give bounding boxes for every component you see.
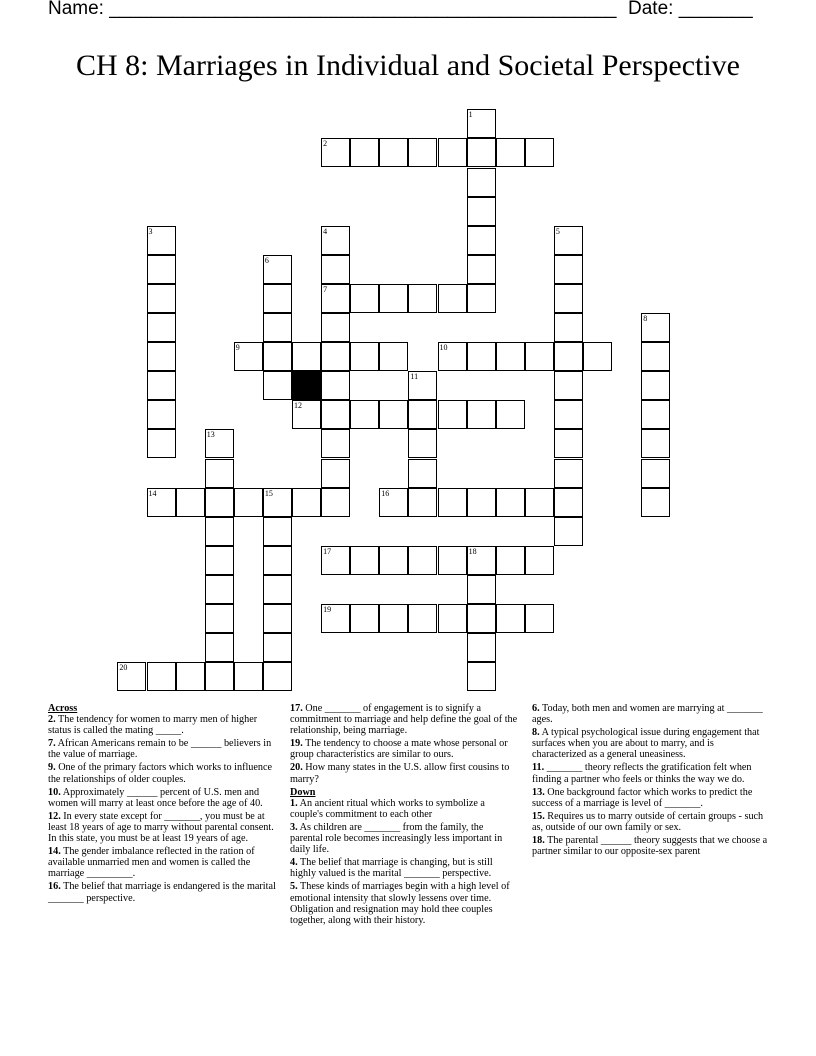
clue-text: Approximately ______ percent of U.S. men and women will marry at least once before the age of 40. [48, 786, 263, 809]
clue-item [290, 762, 518, 784]
crossword-cell[interactable] [525, 604, 554, 633]
crossword-cell[interactable] [263, 342, 292, 371]
crossword-cell[interactable] [176, 662, 205, 691]
clue-item [48, 846, 280, 879]
crossword-cell[interactable] [379, 138, 408, 167]
crossword-cell[interactable] [147, 313, 176, 342]
clue-item [532, 762, 768, 784]
crossword-cell[interactable] [554, 517, 583, 546]
crossword-cell[interactable] [554, 459, 583, 488]
clue-number: 15. [532, 810, 545, 822]
crossword-cell[interactable] [554, 284, 583, 313]
crossword-cell[interactable] [641, 371, 670, 400]
crossword-cell[interactable] [641, 342, 670, 371]
crossword-cell[interactable] [321, 284, 350, 313]
down-heading: Down [290, 786, 316, 798]
crossword-cell[interactable] [205, 575, 234, 604]
crossword-cell[interactable] [467, 400, 496, 429]
crossword-cell[interactable] [263, 488, 292, 517]
down-clues-list-continued [532, 703, 768, 857]
crossword-cell[interactable] [205, 662, 234, 691]
crossword-cell[interactable] [147, 342, 176, 371]
clue-number: 18. [532, 835, 545, 847]
crossword-cell[interactable] [234, 342, 263, 371]
crossword-cell[interactable] [641, 488, 670, 517]
crossword-cell[interactable] [234, 488, 263, 517]
page-title: CH 8: Marriages in Individual and Societal Perspective [76, 49, 740, 82]
crossword-cell[interactable] [350, 604, 379, 633]
crossword-cell[interactable] [292, 488, 321, 517]
crossword-cell[interactable] [554, 371, 583, 400]
crossword-cell[interactable] [554, 255, 583, 284]
clue-number: 12. [48, 810, 61, 822]
crossword-cell[interactable] [408, 138, 437, 167]
clue-number: 20. [290, 762, 303, 774]
crossword-cell[interactable] [467, 604, 496, 633]
crossword-cell[interactable] [321, 255, 350, 284]
crossword-cell[interactable] [496, 604, 525, 633]
clue-number: 1. [290, 797, 298, 809]
clue-text: The belief that marriage is endangered is the marital _______ perspective. [48, 881, 276, 904]
clue-number-label: 10 [439, 343, 448, 353]
date-field[interactable]: Date: _______ [628, 0, 753, 19]
across-heading: Across [48, 703, 78, 714]
down-clues-list [290, 798, 518, 926]
crossword-cell[interactable] [467, 546, 496, 575]
crossword-cell[interactable] [438, 342, 467, 371]
crossword-cell[interactable] [321, 138, 350, 167]
crossword-cell[interactable] [408, 284, 437, 313]
crossword-cell[interactable] [641, 459, 670, 488]
crossword-cell[interactable] [408, 488, 437, 517]
crossword-cell[interactable] [438, 400, 467, 429]
crossword-cell[interactable] [408, 459, 437, 488]
crossword-cell[interactable] [525, 138, 554, 167]
clue-number: 8. [532, 727, 540, 739]
clue-number-label: 2 [323, 139, 328, 149]
crossword-cell[interactable] [467, 138, 496, 167]
clue-text: In every state except for _______, you must be at least 18 years of age to marry without parental consent. In this state, you must be at least 19 years of age. [48, 810, 274, 845]
crossword-cell[interactable] [496, 342, 525, 371]
clue-text: One _______ of engagement is to signify a commitment to marriage and help define the goal of the relationship, being marriage. [290, 703, 518, 737]
crossword-cell[interactable] [467, 488, 496, 517]
crossword-cell[interactable] [263, 633, 292, 662]
crossword-cell[interactable] [379, 284, 408, 313]
crossword-cell[interactable] [408, 400, 437, 429]
clue-number-label: 7 [323, 284, 328, 294]
crossword-cell[interactable] [554, 313, 583, 342]
crossword-cell[interactable] [263, 255, 292, 284]
crossword-cell[interactable] [234, 662, 263, 691]
crossword-cell[interactable] [467, 197, 496, 226]
clue-number-label: 5 [555, 226, 560, 236]
clue-item [532, 787, 768, 809]
clue-item [532, 727, 768, 760]
crossword-cell[interactable] [467, 226, 496, 255]
crossword-cell[interactable] [438, 488, 467, 517]
crossword-cell[interactable] [350, 138, 379, 167]
clue-number: 2. [48, 714, 56, 726]
clue-number: 7. [48, 738, 56, 750]
clue-number: 16. [48, 881, 61, 893]
clue-item [48, 738, 280, 760]
crossword-cell[interactable] [467, 168, 496, 197]
clue-text: The tendency to choose a mate whose personal or group characteristics are similar to ours. [290, 738, 508, 761]
clue-item [48, 762, 280, 784]
clue-text: Requires us to marry outside of certain groups - such as, outside of our own family or sex. [532, 810, 764, 833]
clue-number-label: 16 [381, 488, 390, 498]
crossword-cell[interactable] [321, 313, 350, 342]
crossword-cell[interactable] [176, 488, 205, 517]
crossword-cell[interactable] [525, 342, 554, 371]
clue-text: The belief that marriage is changing, but is still highly valued is the marital _______ perspective. [290, 857, 493, 880]
clue-item [48, 787, 280, 809]
blocked-cell [292, 371, 321, 400]
crossword-cell[interactable] [496, 138, 525, 167]
crossword-cell[interactable] [205, 429, 234, 458]
crossword-cell[interactable] [263, 313, 292, 342]
clue-number-label: 20 [119, 663, 128, 673]
crossword-cell[interactable] [263, 575, 292, 604]
crossword-cell[interactable] [147, 255, 176, 284]
clue-text: One of the primary factors which works to influence the relationships of older couples. [48, 762, 273, 785]
crossword-cell[interactable] [408, 546, 437, 575]
crossword-cell[interactable] [467, 109, 496, 138]
clue-number: 10. [48, 786, 61, 798]
crossword-cell[interactable] [350, 342, 379, 371]
clue-item [290, 703, 518, 736]
crossword-cell[interactable] [117, 662, 146, 691]
crossword-cell[interactable] [321, 488, 350, 517]
clues-column-1 [48, 703, 280, 906]
crossword-cell[interactable] [438, 546, 467, 575]
clue-text: These kinds of marriages begin with a high level of emotional intensity that slowly lessens over time. Obligation and resignation may hold thee couples together, along with their history. [290, 881, 510, 926]
clues-column-2 [290, 703, 518, 928]
across-clues-list-continued [290, 703, 518, 785]
clue-item [48, 881, 280, 903]
clue-number: 4. [290, 857, 298, 869]
clue-text: African Americans remain to be ______ believers in the value of marriage. [48, 738, 272, 761]
crossword-cell[interactable] [554, 342, 583, 371]
clue-number-label: 12 [294, 401, 302, 411]
crossword-cell[interactable] [147, 429, 176, 458]
clue-text: As children are _______ from the family, the parental role becomes increasingly less important in daily life. [290, 821, 503, 856]
crossword-cell[interactable] [583, 342, 612, 371]
crossword-cell[interactable] [321, 604, 350, 633]
crossword-cell[interactable] [379, 400, 408, 429]
clue-text: _______ theory reflects the gratification felt when finding a partner who feels or thinks the way we do. [532, 762, 752, 785]
clue-text: The parental ______ theory suggests that we choose a partner similar to our opposite-sex parent [532, 835, 768, 858]
clue-item [48, 811, 280, 844]
crossword-cell[interactable] [525, 546, 554, 575]
crossword-cell[interactable] [438, 284, 467, 313]
crossword-cell[interactable] [408, 371, 437, 400]
crossword-cell[interactable] [641, 400, 670, 429]
crossword-cell[interactable] [147, 662, 176, 691]
clue-number-label: 6 [264, 255, 269, 265]
crossword-cell[interactable] [350, 400, 379, 429]
crossword-cell[interactable] [147, 400, 176, 429]
crossword-cell[interactable] [321, 459, 350, 488]
crossword-cell[interactable] [467, 342, 496, 371]
crossword-cell[interactable] [263, 546, 292, 575]
crossword-cell[interactable] [554, 429, 583, 458]
clue-text: One background factor which works to predict the success of a marriage is level of _______. [532, 786, 753, 809]
crossword-cell[interactable] [379, 604, 408, 633]
clue-item [290, 822, 518, 855]
crossword-cell[interactable] [147, 371, 176, 400]
clue-number-label: 18 [468, 546, 477, 556]
crossword-cell[interactable] [321, 400, 350, 429]
crossword-cell[interactable] [438, 604, 467, 633]
clue-number-label: 11 [410, 372, 419, 382]
crossword-cell[interactable] [408, 429, 437, 458]
clue-text: The tendency for women to marry men of higher status is called the mating _____. [48, 714, 258, 737]
crossword-cell[interactable] [263, 517, 292, 546]
crossword-cell[interactable] [641, 429, 670, 458]
clue-text: An ancient ritual which works to symbolize a couple's commitment to each other [290, 797, 485, 820]
clue-text: A typical psychological issue during engagement that surfaces when you are about to marry, and is characterized as a general uneasiness. [532, 727, 760, 761]
clue-item [48, 714, 280, 736]
crossword-cell[interactable] [205, 633, 234, 662]
crossword-cell[interactable] [408, 604, 437, 633]
clue-number-label: 4 [323, 226, 328, 236]
crossword-cell[interactable] [292, 342, 321, 371]
crossword-cell[interactable] [205, 459, 234, 488]
crossword-cell[interactable] [321, 429, 350, 458]
clues-column-3 [532, 703, 768, 859]
crossword-cell[interactable] [292, 400, 321, 429]
clue-number: 14. [48, 846, 61, 858]
clue-item [532, 835, 768, 857]
clue-number-label: 14 [148, 488, 157, 498]
crossword-cell[interactable] [467, 662, 496, 691]
clue-number-label: 3 [148, 226, 153, 236]
crossword-cell[interactable] [467, 633, 496, 662]
clue-text: How many states in the U.S. allow first cousins to marry? [290, 762, 510, 785]
across-clues-list [48, 714, 280, 904]
crossword-cell[interactable] [321, 546, 350, 575]
crossword-cell[interactable] [554, 400, 583, 429]
clue-number-label: 13 [206, 430, 215, 440]
clue-item [290, 857, 518, 879]
crossword-cell[interactable] [467, 284, 496, 313]
crossword-cell[interactable] [205, 604, 234, 633]
name-field[interactable]: Name: ________________________________________________ [48, 0, 617, 19]
clue-number: 11. [532, 762, 545, 774]
clue-item [532, 811, 768, 833]
crossword-cell[interactable] [263, 284, 292, 313]
clue-number-label: 9 [235, 343, 240, 353]
crossword-cell[interactable] [379, 342, 408, 371]
crossword-cell[interactable] [350, 284, 379, 313]
clue-item [290, 881, 518, 925]
clue-number: 5. [290, 881, 298, 893]
clue-text: Today, both men and women are marrying at _______ ages. [532, 703, 763, 726]
clue-item [290, 798, 518, 820]
clue-number-label: 19 [323, 605, 332, 614]
crossword-cell[interactable] [467, 575, 496, 604]
clue-number-label: 17 [323, 546, 332, 556]
crossword-cell[interactable] [496, 488, 525, 517]
crossword-cell[interactable] [263, 371, 292, 400]
crossword-cell[interactable] [379, 546, 408, 575]
crossword-cell[interactable] [321, 342, 350, 371]
crossword-cell[interactable] [263, 662, 292, 691]
crossword-cell[interactable] [205, 546, 234, 575]
clue-number: 3. [290, 821, 298, 833]
clue-text: The gender imbalance reflected in the ration of available unmarried men and women is called the marriage _________. [48, 846, 255, 880]
clue-number: 9. [48, 762, 56, 774]
crossword-cell[interactable] [641, 313, 670, 342]
crossword-cell[interactable] [438, 138, 467, 167]
crossword-cell[interactable] [263, 604, 292, 633]
clue-number: 19. [290, 738, 303, 750]
crossword-cell[interactable] [554, 488, 583, 517]
crossword-cell[interactable] [205, 517, 234, 546]
crossword-cell[interactable] [496, 400, 525, 429]
crossword-cell[interactable] [147, 488, 176, 517]
clue-number: 17. [290, 703, 303, 714]
crossword-cell[interactable] [321, 226, 350, 255]
crossword-cell[interactable] [321, 371, 350, 400]
clue-number-label: 1 [468, 110, 473, 120]
crossword-cell[interactable] [205, 488, 234, 517]
crossword-cell[interactable] [554, 226, 583, 255]
clue-number-label: 8 [643, 314, 648, 323]
clue-number: 13. [532, 786, 545, 798]
clue-item [290, 738, 518, 760]
crossword-cell[interactable] [147, 284, 176, 313]
crossword-cell[interactable] [147, 226, 176, 255]
crossword-cell[interactable] [525, 488, 554, 517]
clue-number-label: 15 [264, 488, 273, 498]
crossword-cell[interactable] [496, 546, 525, 575]
crossword-cell[interactable] [467, 255, 496, 284]
clue-number: 6. [532, 703, 540, 714]
clue-item [532, 703, 768, 725]
crossword-cell[interactable] [350, 546, 379, 575]
crossword-cell[interactable] [379, 488, 408, 517]
